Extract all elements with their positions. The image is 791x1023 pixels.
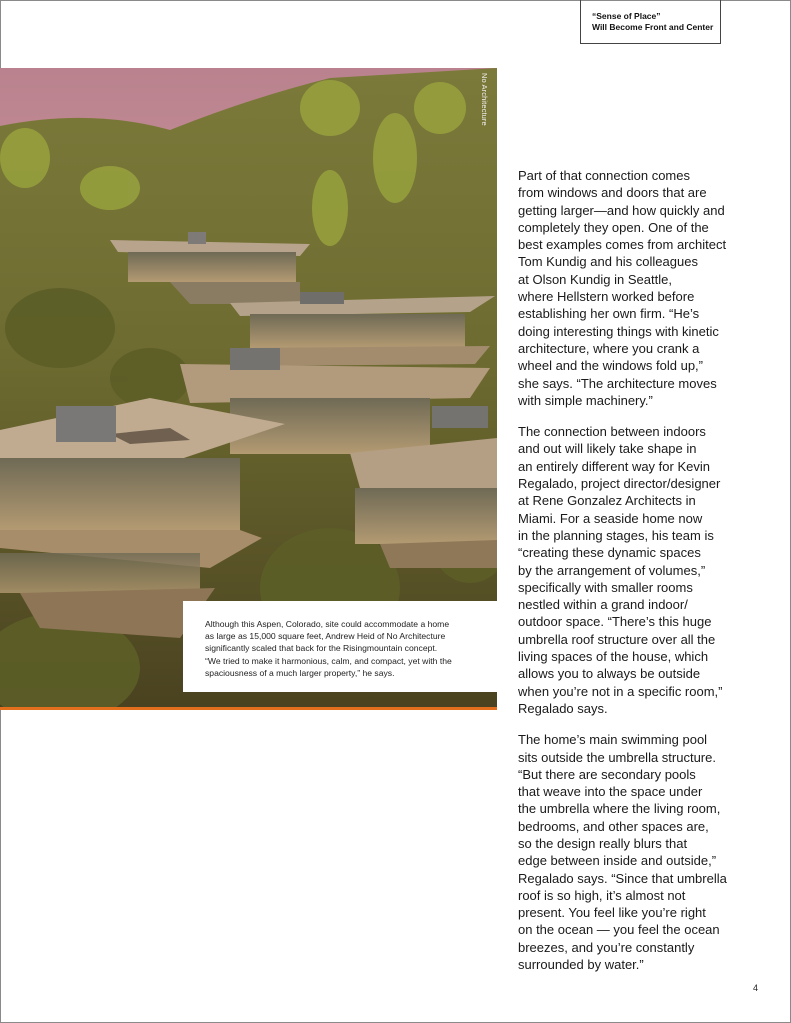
article-line: present. You feel like you’re right bbox=[518, 905, 706, 921]
article-line: from windows and doors that are bbox=[518, 185, 707, 201]
article-line: specifically with smaller rooms bbox=[518, 579, 693, 595]
article-line: living spaces of the house, which bbox=[518, 649, 709, 665]
article-line: establishing her own firm. “He’s bbox=[518, 306, 700, 322]
article-line: surrounded by water.” bbox=[518, 957, 644, 973]
section-header-line: “Sense of Place” bbox=[592, 11, 661, 21]
article-line: nestled within a grand indoor/ bbox=[518, 597, 688, 613]
article-line: Regalado says. “Since that umbrella bbox=[518, 870, 727, 886]
article-paragraph bbox=[518, 167, 768, 409]
article-line: an entirely different way for Kevin bbox=[518, 458, 710, 474]
section-header-line: Will Become Front and Center bbox=[592, 22, 714, 32]
caption-line: significantly scaled that back for the Risingmountain concept. bbox=[205, 643, 438, 654]
caption-line: as large as 15,000 square feet, Andrew Heid of No Architecture bbox=[205, 631, 446, 642]
article-line: allows you to always be outside bbox=[518, 666, 701, 682]
article-line: “But there are secondary pools bbox=[518, 766, 696, 782]
article-line: The connection between indoors bbox=[518, 424, 706, 440]
article-line: with simple machinery.” bbox=[518, 392, 653, 408]
article-line: that weave into the space under bbox=[518, 784, 703, 800]
article-line: “creating these dynamic spaces bbox=[518, 545, 701, 561]
article-line: so the design really blurs that bbox=[518, 835, 688, 851]
photo-accent-bar bbox=[0, 707, 497, 710]
article-line: where Hellstern worked before bbox=[518, 289, 695, 305]
article-line: doing interesting things with kinetic bbox=[518, 323, 719, 339]
article-line: on the ocean — you feel the ocean bbox=[518, 922, 720, 938]
article-line: best examples comes from architect bbox=[518, 237, 727, 253]
article-line: Part of that connection comes bbox=[518, 168, 690, 183]
article-line: umbrella roof structure over all the bbox=[518, 631, 716, 647]
article-line: completely they open. One of the bbox=[518, 219, 709, 235]
caption-line: “We tried to make it harmonious, calm, and compact, yet with the bbox=[205, 655, 452, 666]
photo-caption bbox=[183, 601, 497, 692]
article-line: The home’s main swimming pool bbox=[518, 732, 708, 748]
article-line: by the arrangement of volumes,” bbox=[518, 562, 706, 578]
article-paragraph bbox=[518, 423, 768, 717]
article-line: at Olson Kundig in Seattle, bbox=[518, 271, 672, 287]
article-line: in the planning stages, his team is bbox=[518, 527, 714, 543]
article-line: Regalado, project director/designer bbox=[518, 476, 721, 492]
photo-credit: No Architecture bbox=[480, 73, 489, 126]
article-line: she says. “The architecture moves bbox=[518, 375, 717, 391]
article-line: when you’re not in a specific room,” bbox=[518, 683, 723, 699]
article-paragraph bbox=[518, 731, 768, 973]
article-line: wheel and the windows fold up,” bbox=[518, 358, 704, 374]
article-line: breezes, and you’re constantly bbox=[518, 939, 695, 955]
article-line: Tom Kundig and his colleagues bbox=[518, 254, 698, 270]
caption-line: spaciousness of a much larger property,” he says. bbox=[205, 667, 395, 678]
article-line: sits outside the umbrella structure. bbox=[518, 749, 716, 765]
article-line: architecture, where you crank a bbox=[518, 340, 700, 356]
article-line: getting larger—and how quickly and bbox=[518, 202, 725, 218]
caption-line: Although this Aspen, Colorado, site could accommodate a home bbox=[205, 619, 450, 629]
article-line: roof is so high, it’s almost not bbox=[518, 887, 686, 903]
section-header bbox=[580, 0, 721, 44]
article-line: and out will likely take shape in bbox=[518, 441, 697, 457]
article-body bbox=[518, 167, 768, 987]
page-number: 4 bbox=[753, 983, 759, 993]
article-line: outdoor space. “There’s this huge bbox=[518, 614, 712, 630]
article-line: Regalado says. bbox=[518, 700, 608, 716]
article-line: at Rene Gonzalez Architects in bbox=[518, 493, 696, 509]
article-line: edge between inside and outside,” bbox=[518, 853, 717, 869]
article-line: the umbrella where the living room, bbox=[518, 801, 721, 817]
article-line: Miami. For a seaside home now bbox=[518, 510, 703, 526]
article-line: bedrooms, and other spaces are, bbox=[518, 818, 709, 834]
